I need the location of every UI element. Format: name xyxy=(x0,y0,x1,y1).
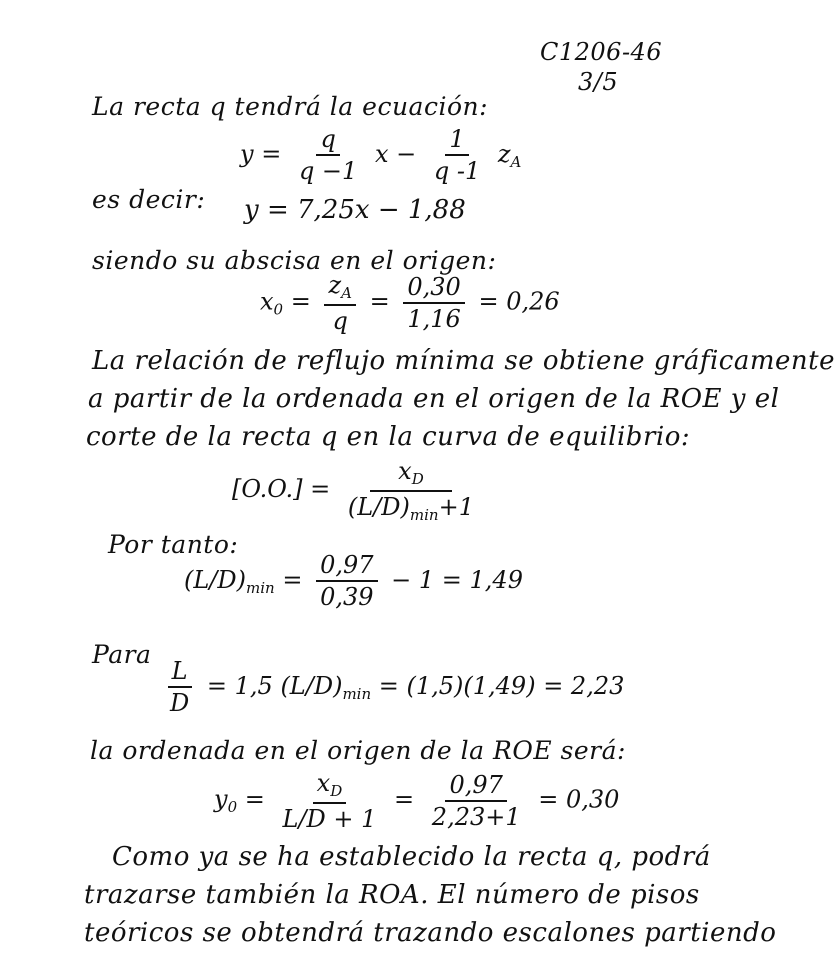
numerator: $x_D$ xyxy=(370,458,452,492)
numerator: L xyxy=(168,658,192,688)
eq-mid: = 1,5 xyxy=(206,671,273,700)
fraction xyxy=(430,126,484,185)
text-line: siendo su abscisa en el origen: xyxy=(92,246,497,275)
denominator: q xyxy=(332,306,348,335)
eq-sign: = xyxy=(282,565,303,594)
numerator: $z_A$ xyxy=(324,272,356,306)
page-number: 3/5 xyxy=(578,68,619,96)
eq-lhs-sub: 0 xyxy=(273,300,284,319)
eq-tail: z xyxy=(497,139,511,168)
eq-tail-sub: A xyxy=(510,152,522,171)
fraction xyxy=(428,772,525,831)
eq-lhs: [O.O.] = xyxy=(232,475,331,503)
eq-sign: = xyxy=(290,287,311,316)
denominator: D xyxy=(170,689,190,718)
fraction xyxy=(316,552,377,611)
text-line: la ordenada en el origen de la ROE será: xyxy=(90,736,626,765)
text-line: trazarse también la ROA. El número de pisos xyxy=(84,880,700,910)
eq-sign: = xyxy=(244,785,265,814)
equation-reflux xyxy=(160,658,624,717)
fraction xyxy=(166,658,193,717)
text-line: es decir: xyxy=(92,185,206,214)
eq-result: = 0,26 xyxy=(478,287,560,316)
equation-ordinate-min xyxy=(232,458,484,523)
eq-lhs: $y_0$ xyxy=(214,785,238,817)
equation-line: y = 7,25x − 1,88 xyxy=(244,195,466,225)
text-line: La relación de reflujo mínima se obtiene gráficamente xyxy=(92,346,835,376)
eq-sign: = xyxy=(369,287,390,316)
fraction xyxy=(344,458,478,523)
eq-sign: = xyxy=(394,785,415,814)
eq-result: = 0,30 xyxy=(538,785,620,814)
document-code: C1206-46 xyxy=(540,38,663,66)
text-line: Como ya se ha establecido la recta q, podrá xyxy=(112,842,711,872)
eq-lhs: x xyxy=(260,287,274,316)
numerator: 0,97 xyxy=(316,552,377,582)
numerator: q xyxy=(316,126,339,156)
text-line: La recta q tendrá la ecuación: xyxy=(92,92,489,121)
text-line: teóricos se obtendrá trazando escalones partiendo xyxy=(84,918,777,948)
text-line: Por tanto: xyxy=(108,530,239,559)
denominator: $(L/D)_{min}+1$ xyxy=(347,492,474,524)
equation-abscissa xyxy=(260,272,560,334)
denominator: 0,39 xyxy=(320,583,374,612)
fraction xyxy=(403,274,464,333)
fraction xyxy=(324,272,356,334)
equation-q-line xyxy=(240,126,521,185)
numerator: 0,97 xyxy=(445,772,506,802)
eq-result: − 1 = 1,49 xyxy=(391,565,523,594)
denominator: 2,23+1 xyxy=(431,802,521,831)
text-line: Para xyxy=(92,640,152,669)
numerator: 0,30 xyxy=(403,274,464,304)
denominator: q -1 xyxy=(433,157,481,186)
denominator: q −1 xyxy=(298,157,358,186)
equation-reflux-min xyxy=(184,552,523,611)
text-line: corte de la recta q en la curva de equilibrio: xyxy=(86,422,691,452)
denominator: 1,16 xyxy=(407,304,461,333)
numerator: $x_D$ xyxy=(313,770,347,804)
fraction xyxy=(279,770,381,832)
text-line: a partir de la ordenada en el origen de la ROE y el xyxy=(88,384,780,414)
eq-lhs: $(L/D)_{min}$ xyxy=(184,565,275,597)
eq-result: = (1,5)(1,49) = 2,23 xyxy=(378,671,625,700)
eq-paren: $(L/D)_{min}$ xyxy=(280,671,372,703)
denominator: L/D + 1 xyxy=(282,804,377,833)
fraction xyxy=(295,126,361,185)
equation-ordinate xyxy=(214,770,619,832)
eq-mid: x − xyxy=(374,139,417,168)
numerator: 1 xyxy=(445,126,468,156)
eq-lhs: y = xyxy=(240,139,282,168)
